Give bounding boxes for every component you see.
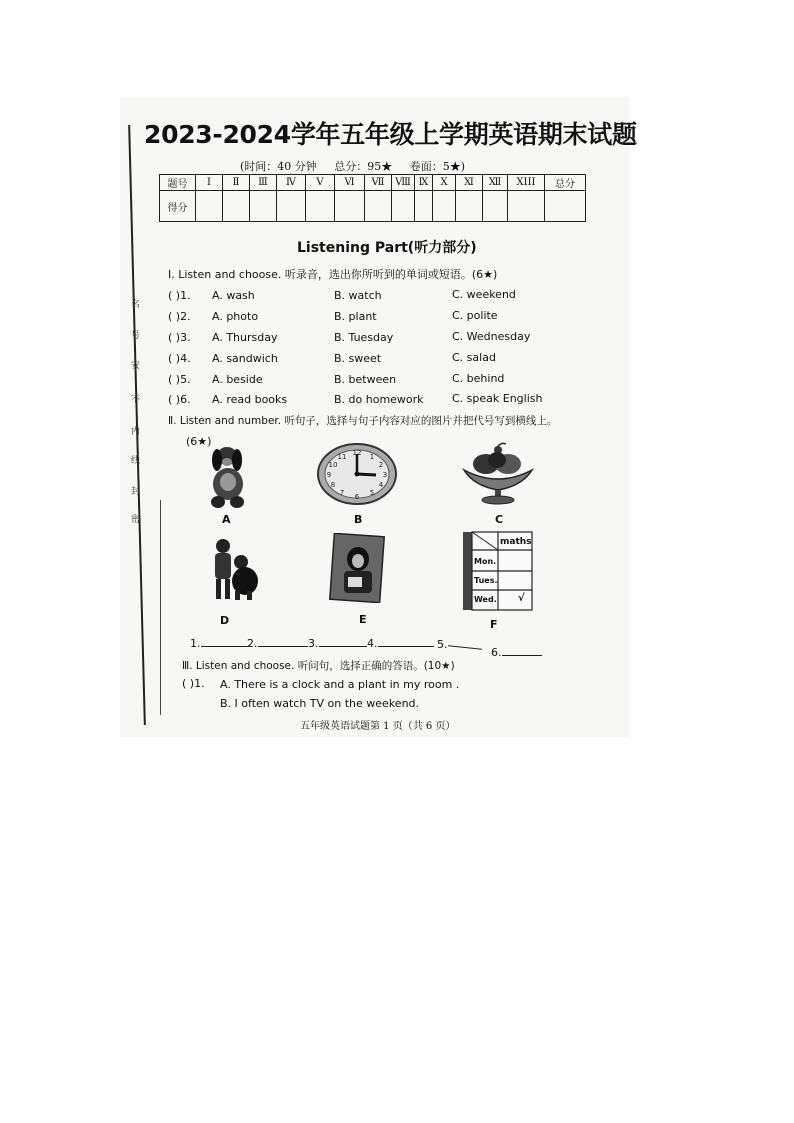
- option-b: B. watch: [334, 289, 382, 302]
- dog-icon: [203, 442, 253, 510]
- svg-text:7: 7: [339, 489, 345, 497]
- score-cell[interactable]: [277, 191, 306, 222]
- answer-blank[interactable]: 4.: [367, 637, 434, 650]
- score-cell[interactable]: [545, 191, 586, 222]
- part2-heading: Ⅱ. Listen and number. 听句子，选择与句子内容对应的图片并把代号写到横线上。: [168, 415, 558, 427]
- score-cell[interactable]: [508, 191, 545, 222]
- score-cell[interactable]: [250, 191, 277, 222]
- side-margin-char: 号: [131, 331, 141, 341]
- side-margin-char: 不: [131, 395, 141, 405]
- part2-points: (6★): [186, 435, 212, 448]
- option-b: B. between: [334, 373, 397, 386]
- score-header-cell: 总分: [545, 175, 586, 191]
- option-a: A. There is a clock and a plant in my room .: [220, 678, 460, 691]
- side-margin-char: 名: [131, 300, 141, 310]
- score-header-cell: Ⅲ: [250, 175, 277, 191]
- svg-text:8: 8: [330, 481, 336, 489]
- option-b: B. Tuesday: [334, 331, 394, 344]
- score-header-cell: Ⅻ: [483, 175, 508, 191]
- svg-text:9: 9: [326, 471, 332, 479]
- option-c: C. behind: [452, 372, 505, 385]
- question-number[interactable]: ( )4.: [168, 352, 191, 365]
- answer-blank[interactable]: 6.: [491, 646, 542, 659]
- option-a: A. read books: [212, 393, 288, 406]
- score-cell[interactable]: [433, 191, 456, 222]
- option-c: C. Wednesday: [452, 330, 531, 343]
- question-number[interactable]: ( )3.: [168, 331, 191, 344]
- exam-total: 总分：95★: [334, 160, 393, 173]
- option-a: A. wash: [212, 289, 255, 302]
- side-margin-char: 安: [131, 361, 141, 371]
- score-cell[interactable]: [456, 191, 483, 222]
- score-header-cell: Ⅸ: [415, 175, 433, 191]
- option-c: C. speak English: [452, 392, 543, 405]
- question-number[interactable]: ( )6.: [168, 393, 191, 406]
- option-c: C. weekend: [452, 288, 516, 301]
- score-cell[interactable]: [483, 191, 508, 222]
- exam-time: (时间：40 分钟: [240, 160, 317, 173]
- ice-cream-icon: [460, 442, 536, 506]
- picture-letter: D: [220, 614, 230, 627]
- side-margin-char: 封: [131, 487, 141, 497]
- margin-binding-line-lower: [160, 500, 161, 715]
- picture-letter: B: [354, 513, 363, 526]
- answer-blank[interactable]: 3.: [308, 637, 367, 650]
- score-header-cell: Ⅰ: [196, 175, 223, 191]
- answer-blank[interactable]: 5.: [437, 638, 482, 651]
- checkmark-icon: √: [518, 593, 525, 604]
- picture-letter: E: [359, 613, 367, 626]
- picture-letter: A: [222, 513, 231, 526]
- timetable-day: Mon.: [474, 557, 497, 566]
- answer-blank[interactable]: 2.: [247, 637, 308, 650]
- timetable-subject: maths: [500, 537, 532, 547]
- side-margin-char: 密: [131, 515, 141, 525]
- score-header-cell: Ⅺ: [456, 175, 483, 191]
- score-header-cell: Ⅱ: [223, 175, 250, 191]
- score-cell[interactable]: [365, 191, 392, 222]
- option-a: A. sandwich: [212, 352, 278, 365]
- exam-paper-score: 卷面：5★): [409, 160, 466, 173]
- score-cell[interactable]: [196, 191, 223, 222]
- score-cell[interactable]: [223, 191, 250, 222]
- option-b: B. I often watch TV on the weekend.: [220, 697, 420, 710]
- score-cell[interactable]: [335, 191, 365, 222]
- answer-blank[interactable]: 1.: [190, 637, 249, 650]
- option-b: B. sweet: [334, 352, 382, 365]
- exam-meta: [240, 158, 479, 174]
- score-header-cell: Ⅳ: [277, 175, 306, 191]
- option-a: A. beside: [212, 373, 263, 386]
- svg-text:12: 12: [352, 449, 362, 457]
- part3-heading: Ⅲ. Listen and choose. 听问句，选择正确的答语。(10★): [182, 660, 455, 672]
- score-header-cell: Ⅴ: [306, 175, 335, 191]
- option-c: C. polite: [452, 309, 498, 322]
- side-margin-char: 内: [131, 427, 141, 437]
- score-header-cell: Ⅹ: [433, 175, 456, 191]
- option-a: A. photo: [212, 310, 259, 323]
- svg-text:3: 3: [382, 471, 388, 479]
- option-b: B. plant: [334, 310, 377, 323]
- timetable-day: Wed.: [474, 595, 497, 604]
- part1-heading: Ⅰ. Listen and choose. 听录音，选出你所听到的单词或短语。(6★): [168, 268, 498, 281]
- svg-text:4: 4: [378, 481, 384, 489]
- timetable-day: Tues.: [474, 576, 498, 585]
- clock-icon: [316, 442, 398, 506]
- svg-text:11: 11: [337, 453, 347, 461]
- picture-letter: F: [490, 618, 498, 631]
- page-title: 2023-2024学年五年级上学期英语期末试题: [144, 120, 637, 149]
- timetable-icon: [462, 530, 534, 612]
- picture-letter: C: [495, 513, 504, 526]
- score-header-cell: XIII: [508, 175, 545, 191]
- question-number[interactable]: ( )1.: [182, 677, 205, 690]
- score-header-cell: Ⅷ: [392, 175, 415, 191]
- page-footer: 五年级英语试题第 1 页（共 6 页）: [300, 721, 456, 732]
- score-row-label: 得分: [160, 191, 196, 222]
- score-table: [159, 174, 586, 222]
- option-a: A. Thursday: [212, 331, 278, 344]
- score-header-cell: 题号: [160, 175, 196, 191]
- svg-text:5: 5: [369, 489, 375, 497]
- question-number[interactable]: ( )5.: [168, 373, 191, 386]
- svg-text:1: 1: [369, 453, 375, 461]
- reading-girl-icon: [328, 533, 386, 603]
- option-c: C. salad: [452, 351, 496, 364]
- score-header-cell: Ⅶ: [365, 175, 392, 191]
- section-title: Listening Part(听力部分): [297, 240, 477, 256]
- score-header-cell: Ⅵ: [335, 175, 365, 191]
- side-margin-char: 线: [131, 456, 141, 466]
- question-number[interactable]: ( )1.: [168, 289, 191, 302]
- score-cell[interactable]: [415, 191, 433, 222]
- people-icon: [205, 536, 263, 602]
- svg-text:6: 6: [354, 493, 360, 501]
- question-number[interactable]: ( )2.: [168, 310, 191, 323]
- svg-text:10: 10: [328, 461, 338, 469]
- option-b: B. do homework: [334, 393, 424, 406]
- svg-text:2: 2: [378, 461, 384, 469]
- score-cell[interactable]: [306, 191, 335, 222]
- score-cell[interactable]: [392, 191, 415, 222]
